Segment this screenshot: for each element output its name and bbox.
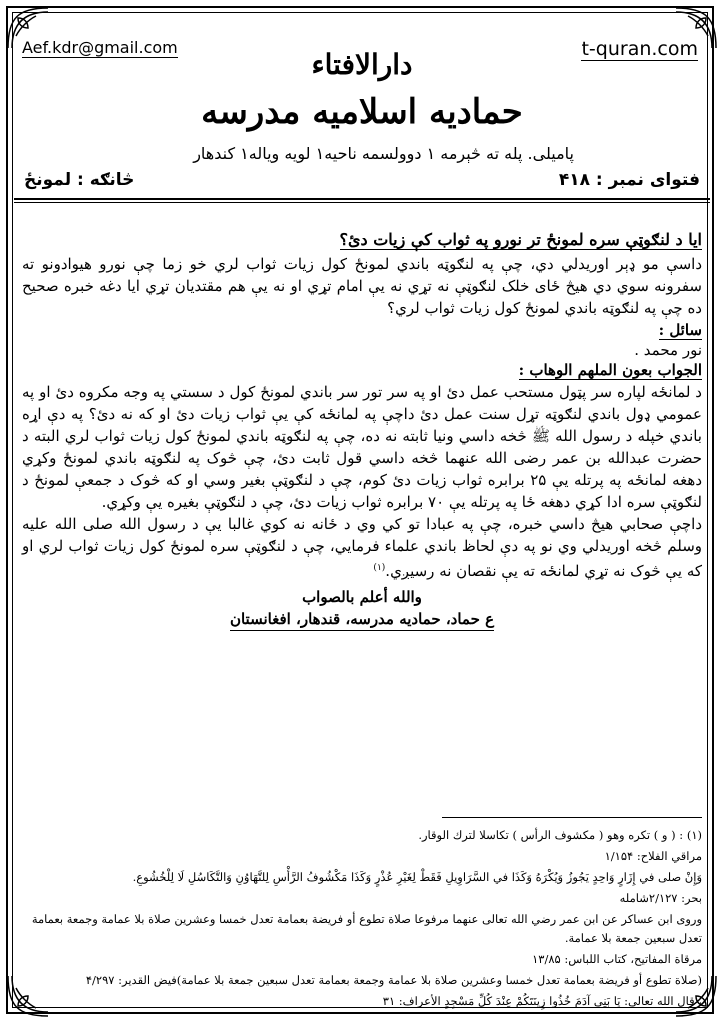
footnote: مرقاة المفاتيح، كتاب اللباس: ۱۳/۸۵ [532, 952, 702, 966]
answer-heading: الجواب بعون الملهم الوهاب : [518, 361, 702, 379]
page-title: دارالافتاء [311, 48, 413, 81]
footnote: وَإِنْ صلى في إِزَارٍ وَاحِدٍ يَجُوزُ وَيُكْرَهُ وَكَذَا في السَّرَاوِيلِ فَقَطْ لِغَيْرِ عُذْرٍ وَكَذَا مَكْشُوفُ الرَّأْسِ لِلتَّهَاوُنِ وَالتَّكَاسُلِ لَا لِلْخُشُوعِ. [132, 870, 702, 884]
answer-paragraph: داچې صحابي هيڅ داسي خبره، چې په عبادا تو کي وي د ځانه نه کوي غالبا يې د رسول الله صلی الله عليه وسلم څخه اوريدلي وي نو په دې لحاظ باندي علماء فرمايي، چې د لنګوټې سره لمونځ کول زيات ثواب لري او که يې څوک نه تړي لمانځه ته يې نقصان نه رسيږي.$^{(۱)}$ [22, 515, 702, 580]
footnote: بحر: ۲/۱۲۷شامله [619, 891, 702, 905]
asker-name: نور محمد . [634, 341, 702, 359]
answer-paragraph: د لمانځه لپاره سر پټول مستحب عمل دئ او په سر تور سر باندي لمونځ کول د سستي په وجه مکروه دئ او په عمومي ډول باندي لنګوټه تړل سنت عمل دئ داچې په لمانځه کې يې ثواب زيات دئ او که نه دئ؟ په دې اړه باندي خپله د رسول الله ﷺ څخه داسي ونيا ثابته نه ده، چې په لنګوټه باندي لمونځ کول زيات ثواب لري البته د حضرت عبدالله بن عمر رضی الله عنهما څخه داسي قول ثابت دئ، چې څوک په لنګوټه باندي لمونځ وکړي دهغه لمانځه په پرتله يې ۲۵ برابره ثواب زيات دئ کوم، چې د لنګوټې بغير وسي او که څوک د جمعې لمونځ د لنګوټې سره ادا کړي دهغه ځا په پرتله يې ۷۰ برابره ثواب زيات دئ، چې د لنګوټې بغيره يې وکړي. [22, 383, 703, 511]
footnote: مراقي الفلاح: ۱/۱۵۴ [604, 849, 702, 863]
email-link[interactable]: Aef.kdr@gmail.com [22, 38, 178, 57]
footnote: (صلاة تطوع أو فريضة بعمامة تعدل خمسا وعشرين صلاة بلا عمامة وجمعة بعمامة تعدل سبعين جمعة بلا عمامة)فيض القدير: ۴/۲۹۷ [85, 973, 702, 987]
fatwa-body [22, 230, 702, 628]
category-label: څانګه : لمونځ [24, 170, 135, 190]
footnote: (۱) : ( و ) تكره وهو ( مكشوف الرأس ) تكاسلا لترك الوقار. [418, 828, 702, 842]
footnote-ref[interactable]: (۱) [373, 563, 386, 573]
asker-label: سائل : [658, 321, 702, 339]
institution-name: حمادیه اسلامیه مدرسه [201, 92, 523, 132]
footnotes [22, 826, 702, 1013]
footnote: وروى ابن عساكر عن ابن عمر رضي الله تعالى عنهما مرفوعا صلاة تطوع أو فريضة بعمامة تعدل خمسا وعشرين صلاة بلا عمامة وجمعة بعمامة تعدل سبعين جمعة بلا عمامة. [31, 912, 702, 945]
closing-phrase: والله أعلم بالصواب [302, 588, 422, 606]
fatwa-number: فتوای نمبر : ۴۱۸ [558, 170, 700, 190]
website-link[interactable]: t-quran.com [581, 38, 698, 60]
question-heading: ايا د لنګوټې سره لمونځ تر نورو په ثواب کې زيات دئ؟ [339, 230, 702, 249]
footnote: ، قال الله تعالى: يَا بَنِي آدَمَ خُذُوا زِينَتَكُمْ عِنْدَ كُلِّ مَسْجِدٍ الأعراف: ۳۱ [382, 994, 702, 1008]
address: پاميلی. پله ته څېرمه ۱ دوولسمه ناحيه۱ لويه وياله۱ كندهار [193, 144, 574, 163]
question-text: داسې مو ډېر اوريدلي دي، چې په لنګوټه باندي لمونځ کول زيات ثواب لري خو زما چې نورو هيوادونو ته سفرونه سوي دي هيڅ ځای خلک لنګوټې نه تړي نه يې امام تړي او نه يې هم مقتديان تړي ايا دغه خبره صحيح ده چې په لنګوټه باندي لمونځ کول زيات ثواب لري؟ [22, 255, 702, 317]
header-divider [14, 198, 710, 200]
footnote-divider [442, 817, 702, 818]
signature: ع حماد، حماديه مدرسه، قندهار، افغانستان [22, 610, 702, 628]
header-divider [14, 202, 710, 203]
